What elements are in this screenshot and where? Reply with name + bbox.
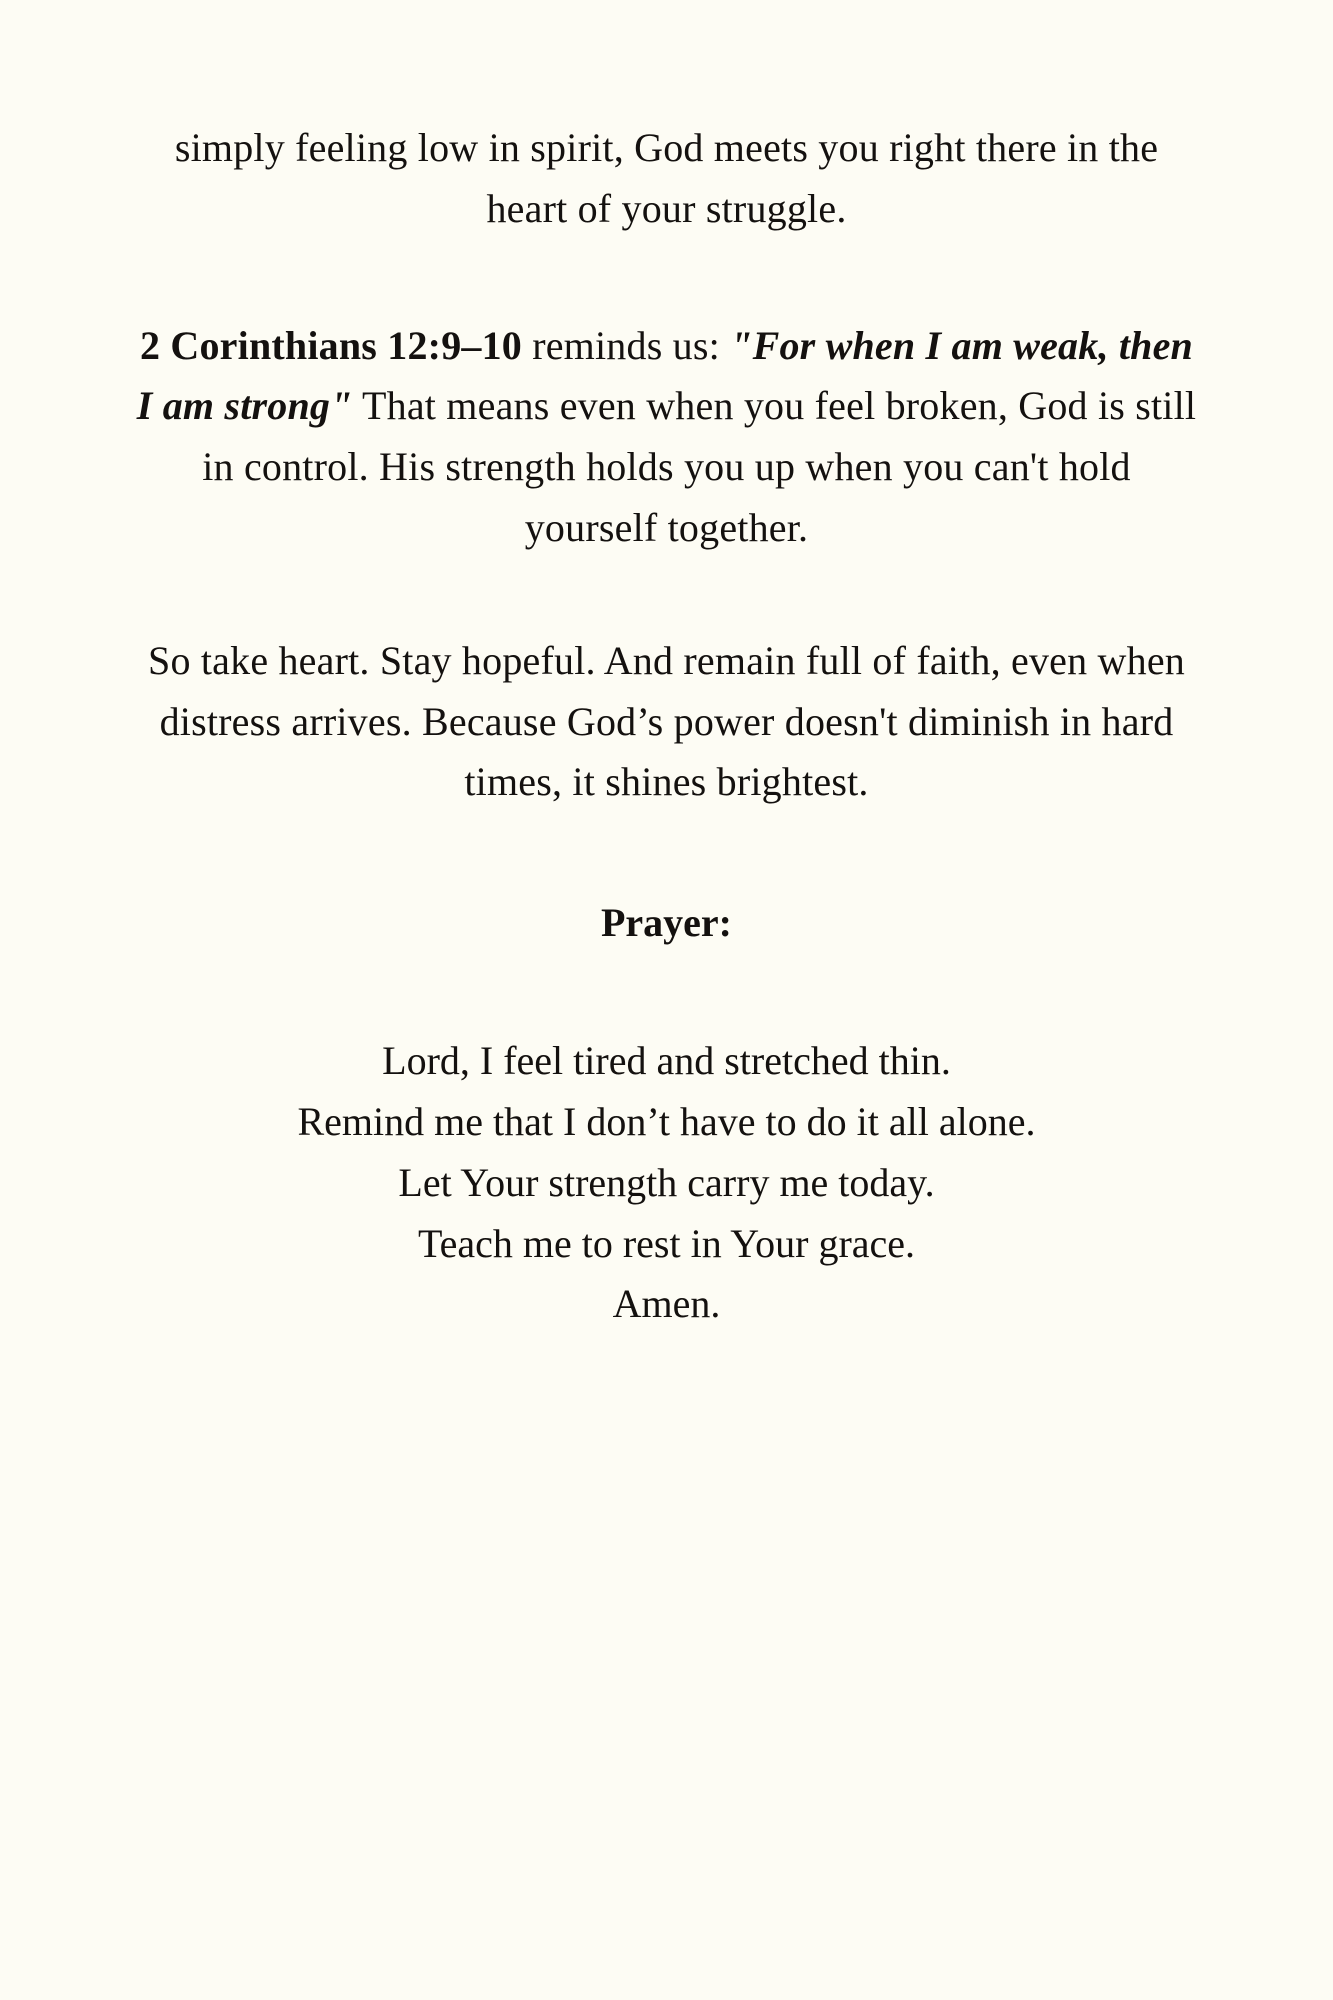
prayer-line: Remind me that I don’t have to do it all alone. [297,1098,1036,1144]
paragraph-spacer [137,240,1197,316]
prayer-heading: Prayer: [600,900,732,946]
prayer-line: Amen. [612,1281,721,1327]
scripture-reference: 2 Corinthians 12:9–10 [139,322,522,368]
paragraph-scripture [137,316,1197,559]
prayer-lines [137,1031,1197,1335]
paragraph-intro-continued: simply feeling low in spirit, God meets you right there in the heart of your struggle. [174,125,1159,231]
paragraph-spacer [137,953,1197,1031]
prayer-line: Lord, I feel tired and stretched thin. [382,1038,951,1084]
paragraph-spacer [137,559,1197,631]
scripture-quote: "For when I am weak, then I am strong" [136,322,1194,429]
scripture-lead-in: reminds us: [522,322,731,368]
scripture-after-quote: That means even when you feel broken, God is still in control. His strength holds you up when you can't hold yourself together. [202,383,1197,550]
devotional-body [137,118,1197,1335]
paragraph-spacer [137,813,1197,893]
prayer-line: Let Your strength carry me today. [398,1159,935,1205]
prayer-line: Teach me to rest in Your grace. [417,1220,916,1266]
paragraph-encouragement: So take heart. Stay hopeful. And remain full of faith, even when distress arrives. Because God’s power doesn't diminish in hard times, it shines brightest. [148,637,1185,805]
